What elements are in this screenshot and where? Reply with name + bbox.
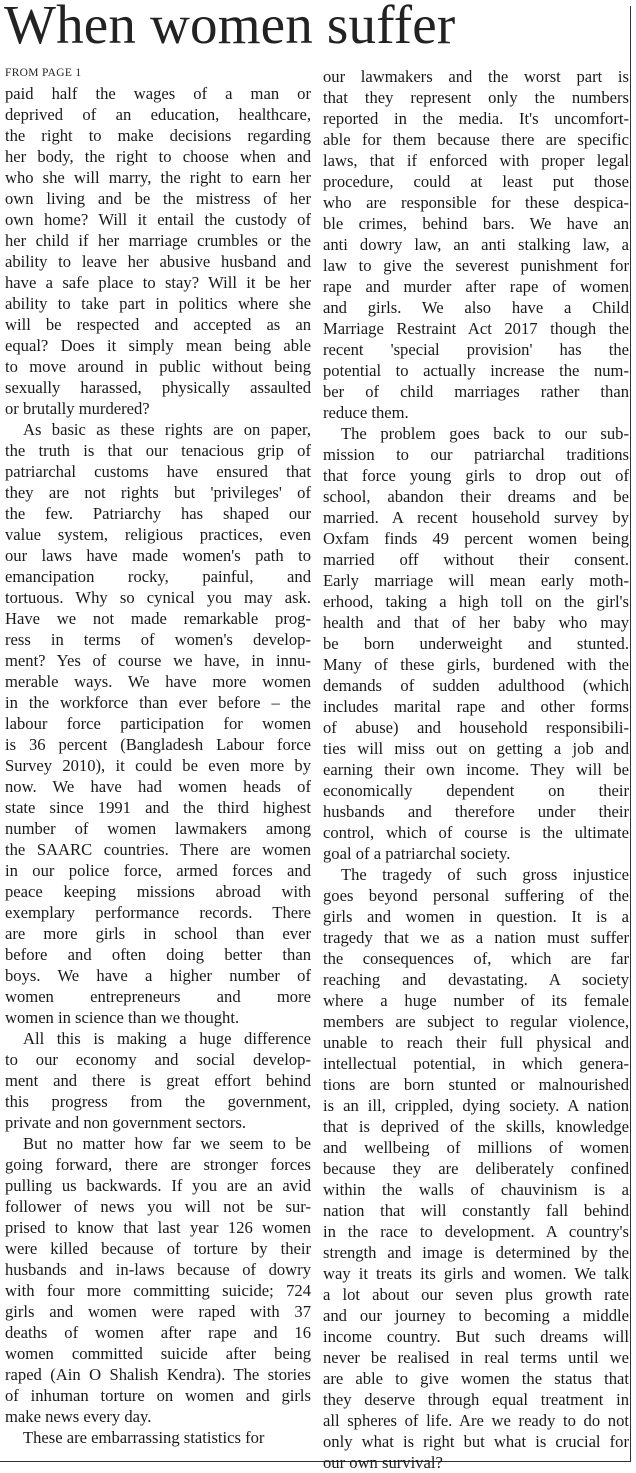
text-line: all spheres of life. Are we ready to do not [323, 1411, 629, 1430]
text-line: ment and there is great effort behind [5, 1071, 311, 1090]
text-line: they are not rights but 'privileges' of [5, 483, 311, 502]
article-paragraph [5, 1133, 311, 1427]
article-paragraph [323, 864, 629, 1473]
text-line: never be realised in real terms until we [323, 1348, 629, 1367]
text-line: to our economy and social develop- [5, 1050, 311, 1069]
text-line: ress in terms of women's develop- [5, 630, 311, 649]
text-line: make news every day. [5, 1407, 152, 1426]
text-line: control, which of course is the ultimate [323, 823, 629, 842]
text-line: goes beyond personal suffering of the [323, 886, 629, 905]
article-paragraph [323, 66, 629, 423]
text-line: girls and women were raped with 37 [5, 1302, 311, 1321]
text-line: because they are deliberately confined [323, 1159, 629, 1178]
text-line: Survey 2010), it could be even more by [5, 756, 311, 775]
text-line: Have we not made remarkable prog- [5, 609, 311, 628]
text-line: and wellbeing of millions of women [323, 1138, 629, 1157]
text-line: who are responsible for these despica- [323, 193, 629, 212]
text-line: emancipation rocky, painful, and [5, 567, 311, 586]
text-line: paid half the wages of a man or [5, 84, 311, 103]
text-line: state since 1991 and the third highest [5, 798, 311, 817]
text-line: is 36 percent (Bangladesh Labour force [5, 735, 311, 754]
text-line: ber of child marriages rather than [323, 382, 629, 401]
text-line: in the workforce than ever before – the [5, 693, 311, 712]
text-line: with four more committing suicide; 724 [5, 1281, 311, 1300]
text-line: in our police force, armed forces and [5, 861, 311, 880]
text-line: laws, that if enforced with proper legal [323, 151, 629, 170]
text-line: this progress from the government, [5, 1092, 311, 1111]
text-line: husbands and therefore under their [323, 802, 629, 821]
text-line: equal? Does it simply mean being able [5, 336, 311, 355]
text-line: of inhuman torture on women and girls [5, 1386, 311, 1405]
text-line: women committed suicide after being [5, 1344, 311, 1363]
text-line: patriarchal customs have ensured that [5, 462, 311, 481]
column-rule-vertical [630, 6, 631, 1462]
text-line: deaths of women after rape and 16 [5, 1323, 311, 1342]
text-line: rape and murder after rape of women [323, 277, 629, 296]
article-column-left [5, 66, 311, 1448]
text-line: of abuse) and household responsibili- [323, 718, 629, 737]
text-line: follower of news you will not be sur- [5, 1197, 311, 1216]
text-line: mission to our patriarchal traditions [323, 445, 629, 464]
text-line: the truth is that our tenacious grip of [5, 441, 311, 460]
text-line: strength and image is determined by the [323, 1243, 629, 1262]
text-line: husbands and in-laws because of dowry [5, 1260, 311, 1279]
article-paragraph [5, 83, 311, 419]
text-line: in the race to development. A country's [323, 1222, 629, 1241]
text-line: ble crimes, behind bars. We have an [323, 214, 629, 233]
text-line: way it treats its girls and women. We talk [323, 1264, 629, 1283]
text-line: raped (Ain O Shalish Kendra). The stories [5, 1365, 311, 1384]
text-line: tortuous. Why so cynical you may ask. [5, 588, 311, 607]
text-line: able for them because there are specific [323, 130, 629, 149]
text-line: economically dependent on their [323, 781, 629, 800]
text-line: recent 'special provision' has the [323, 340, 629, 359]
text-line: law to give the severest punishment for [323, 256, 629, 275]
text-line: goal of a patriarchal society. [323, 844, 511, 863]
text-line: erhood, taking a high toll on the girl's [323, 592, 629, 611]
text-line: prised to know that last year 126 women [5, 1218, 311, 1237]
text-line: her child if her marriage crumbles or the [5, 231, 311, 250]
text-line: girls and women in question. It is a [323, 907, 629, 926]
text-line: value system, religious practices, even [5, 525, 311, 544]
text-line: As basic as these rights are on paper, [23, 420, 311, 439]
text-line: were killed because of torture by their [5, 1239, 311, 1258]
text-line: includes marital rape and other forms [323, 697, 629, 716]
text-line: income country. But such dreams will [323, 1327, 629, 1346]
text-line: anti dowry law, an anti stalking law, a [323, 235, 629, 254]
article-column-right [323, 66, 629, 1473]
text-line: that is deprived of the skills, knowledge [323, 1117, 629, 1136]
text-line: merable ways. We have more women [5, 672, 311, 691]
text-line: intellectual potential, in which genera- [323, 1054, 629, 1073]
text-line: and girls. We also have a Child [323, 298, 629, 317]
text-line: demands of sudden adulthood (which [323, 676, 629, 695]
text-line: going forward, there are stronger forces [5, 1155, 311, 1174]
text-line: All this is making a huge difference [23, 1029, 311, 1048]
text-line: will be respected and accepted as an [5, 315, 311, 334]
text-line: the consequences of, which are far [323, 949, 629, 968]
text-line: ability to take part in politics where she [5, 294, 311, 313]
text-line: that force young girls to drop out of [323, 466, 629, 485]
article-paragraph [5, 1028, 311, 1133]
text-line: nation that will constantly fall behind [323, 1201, 629, 1220]
text-line: Oxfam finds 49 percent women being [323, 529, 629, 548]
text-line: procedure, could at least put those [323, 172, 629, 191]
continuation-kicker: FROM PAGE 1 [5, 67, 82, 79]
text-line: within the walls of chauvinism is a [323, 1180, 629, 1199]
text-line: tragedy that we as a nation must suffer [323, 928, 629, 947]
text-line: own home? Will it entail the custody of [5, 210, 311, 229]
text-line: ties will miss out on getting a job and [323, 739, 629, 758]
text-line: ment? Yes of course we have, in innu- [5, 651, 311, 670]
text-line: boys. We have a higher number of [5, 966, 311, 985]
text-line: potential to actually increase the num- [323, 361, 629, 380]
text-line: that they represent only the numbers [323, 88, 629, 107]
text-line: married off without their consent. [323, 550, 629, 569]
text-line: health and that of her baby who may [323, 613, 629, 632]
text-line: The tragedy of such gross injustice [341, 865, 629, 884]
headline: When women suffer [4, 0, 456, 55]
text-line: deprived of an education, healthcare, [5, 105, 311, 124]
text-line: labour force participation for women [5, 714, 311, 733]
text-line: is an ill, crippled, dying society. A nation [323, 1096, 629, 1115]
text-line: or brutally murdered? [5, 399, 150, 418]
text-line: private and non government sectors. [5, 1113, 246, 1132]
text-line: unable to reach their full physical and [323, 1033, 629, 1052]
text-line: a lot about our seven plus growth rate [323, 1285, 629, 1304]
text-line: peace keeping missions abroad with [5, 882, 311, 901]
text-line: have a safe place to stay? Will it be her [5, 273, 311, 292]
text-line: members are subject to regular violence, [323, 1012, 629, 1031]
text-line: earning their own income. They will be [323, 760, 629, 779]
text-line: be born underweight and stunted. [323, 634, 629, 653]
text-line: Many of these girls, burdened with the [323, 655, 629, 674]
text-line: who she will marry, the right to earn her [5, 168, 311, 187]
text-line: are able to give women the status that [323, 1369, 629, 1388]
text-line: own living and be the mistress of her [5, 189, 311, 208]
text-line: married. A recent household survey by [323, 508, 629, 527]
text-line: before and often doing better than [5, 945, 311, 964]
text-line: Early marriage will mean early moth- [323, 571, 629, 590]
text-line: now. We have had women heads of [5, 777, 311, 796]
text-line: our own survival? [323, 1453, 443, 1472]
text-line: The problem goes back to our sub- [341, 424, 629, 443]
text-line: and our journey to becoming a middle [323, 1306, 629, 1325]
text-line: reaching and devastating. A society [323, 970, 629, 989]
text-line: sexually harassed, physically assaulted [5, 378, 311, 397]
text-line: they deserve through equal treatment in [323, 1390, 629, 1409]
text-line: to move around in public without being [5, 357, 311, 376]
text-line: women entrepreneurs and more [5, 987, 311, 1006]
text-line: the right to make decisions regarding [5, 126, 311, 145]
text-line: are more girls in school than ever [5, 924, 311, 943]
text-line: our laws have made women's path to [5, 546, 311, 565]
text-line: ability to leave her abusive husband and [5, 252, 311, 271]
text-line: exemplary performance records. There [5, 903, 311, 922]
article-paragraph [5, 1427, 311, 1448]
text-line: only what is right but what is crucial for [323, 1432, 629, 1451]
text-line: school, abandon their dreams and be [323, 487, 629, 506]
text-line: women in science than we thought. [5, 1008, 240, 1027]
text-line: our lawmakers and the worst part is [323, 67, 629, 86]
text-line: number of women lawmakers among [5, 819, 311, 838]
text-line: Marriage Restraint Act 2017 though the [323, 319, 629, 338]
text-line: But no matter how far we seem to be [23, 1134, 311, 1153]
text-line: the few. Patriarchy has shaped our [5, 504, 311, 523]
article-paragraph [5, 419, 311, 1028]
article-paragraph [323, 423, 629, 864]
text-line: reduce them. [323, 403, 409, 422]
text-line: where a huge number of its female [323, 991, 629, 1010]
text-line: the SAARC countries. There are women [5, 840, 311, 859]
text-line: tions are born stunted or malnourished [323, 1075, 629, 1094]
text-line: pulling us backwards. If you are an avid [5, 1176, 311, 1195]
text-line: her body, the right to choose when and [5, 147, 311, 166]
text-line: reported in the media. It's uncomfort- [323, 109, 629, 128]
text-line: These are embarrassing statistics for [23, 1428, 265, 1447]
